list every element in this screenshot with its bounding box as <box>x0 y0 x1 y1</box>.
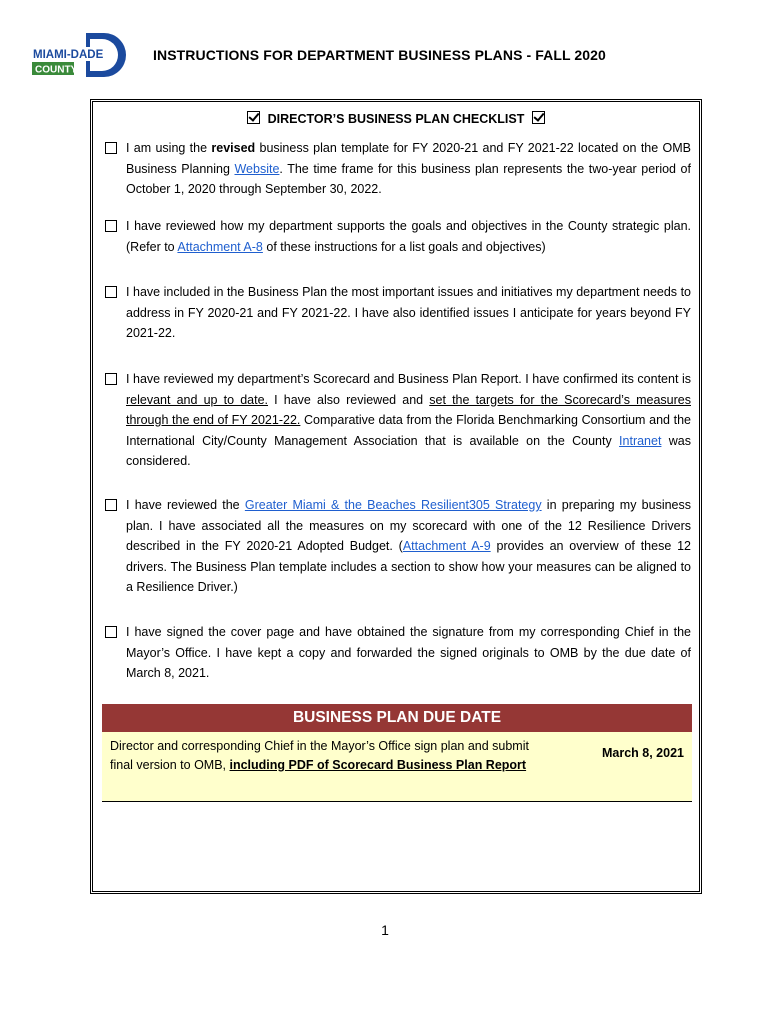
website-link[interactable]: Website <box>234 161 280 176</box>
intranet-link[interactable]: Intranet <box>619 433 662 448</box>
svg-text:MIAMI-DADE: MIAMI-DADE <box>33 49 104 61</box>
attachment-a9-link[interactable]: Attachment A-9 <box>402 539 491 553</box>
due-date-header: BUSINESS PLAN DUE DATE <box>102 704 692 732</box>
svg-text:COUNTY: COUNTY <box>35 64 78 76</box>
checklist-item-text: I have included in the Business Plan the most important issues and initiatives my department needs to address in FY 2020-21 and FY 2021-22. I have also identified issues I anticipate for years beyond FY 2021-22. <box>126 285 691 340</box>
resilient305-strategy-link[interactable]: Greater Miami & the Beaches Resilient305 Strategy <box>244 498 542 512</box>
checklist-title <box>93 111 699 126</box>
checklist-item-signatures <box>105 622 691 684</box>
due-date-description: Director and corresponding Chief in the Mayor’s Office sign plan and submit final version to OMB, including PDF of Scorecard Business Plan Report <box>110 739 529 772</box>
checkbox[interactable] <box>105 286 117 298</box>
checklist-title-text: DIRECTOR’S BUSINESS PLAN CHECKLIST <box>267 112 525 126</box>
checklist-item-strategic-plan <box>105 216 691 257</box>
checkbox[interactable] <box>105 626 117 638</box>
checkbox[interactable] <box>105 220 117 232</box>
checkbox[interactable] <box>105 499 117 511</box>
checklist-item-text: I have reviewed my department’s Scorecard and Business Plan Report. I have confirmed its content is relevant and up to date. I have also reviewed and set the targets for the Scorecard’s measures through the end of FY 2021-22. Comparative data from the Florida Benchmarking Consortium and the International City/County Management Association that is available on the County Intranet was considered. <box>126 372 692 468</box>
checklist-item-template <box>105 138 691 200</box>
checkbox[interactable] <box>105 373 117 385</box>
checklist-item-scorecard <box>105 369 691 472</box>
checked-box-icon <box>532 111 545 124</box>
due-date-body <box>102 732 692 802</box>
checklist-item-text: I have reviewed how my department supports the goals and objectives in the County strategic plan. (Refer to Attachment A-8 of these instructions for a list goals and objectives) <box>126 219 691 254</box>
checklist-item-text: I am using the revised business plan template for FY 2020-21 and FY 2021-22 located on the OMB Business Planning Website. The time frame for this business plan represents the two-year period of October 1, 2020 through September 30, 2022. <box>126 141 691 196</box>
page-number: 1 <box>381 922 389 938</box>
miami-dade-county-logo <box>30 31 126 79</box>
checkbox[interactable] <box>105 142 117 154</box>
checklist-item-text: I have signed the cover page and have obtained the signature from my corresponding Chief in the Mayor’s Office. I have kept a copy and forwarded the signed originals to OMB by the due date of March 8, 2021. <box>126 625 691 680</box>
checklist-item-text: I have reviewed the Greater Miami & the Beaches Resilient305 Strategy in preparing my business plan. I have associated all the measures on my scorecard with one of the 12 Resilience Drivers described in the FY 2020-21 Adopted Budget. (Attachment A-9 provides an overview of these 12 drivers. The Business Plan template includes a section to show how your measures can be aligned to a Resilience Driver.) <box>126 498 692 594</box>
checked-box-icon <box>247 111 260 124</box>
checklist-item-resilience <box>105 495 691 598</box>
checklist-item-issues <box>105 282 691 344</box>
page-title: INSTRUCTIONS FOR DEPARTMENT BUSINESS PLANS - FALL 2020 <box>153 47 606 63</box>
due-date-value: March 8, 2021 <box>602 746 684 760</box>
attachment-a8-link[interactable]: Attachment A-8 <box>177 239 263 254</box>
